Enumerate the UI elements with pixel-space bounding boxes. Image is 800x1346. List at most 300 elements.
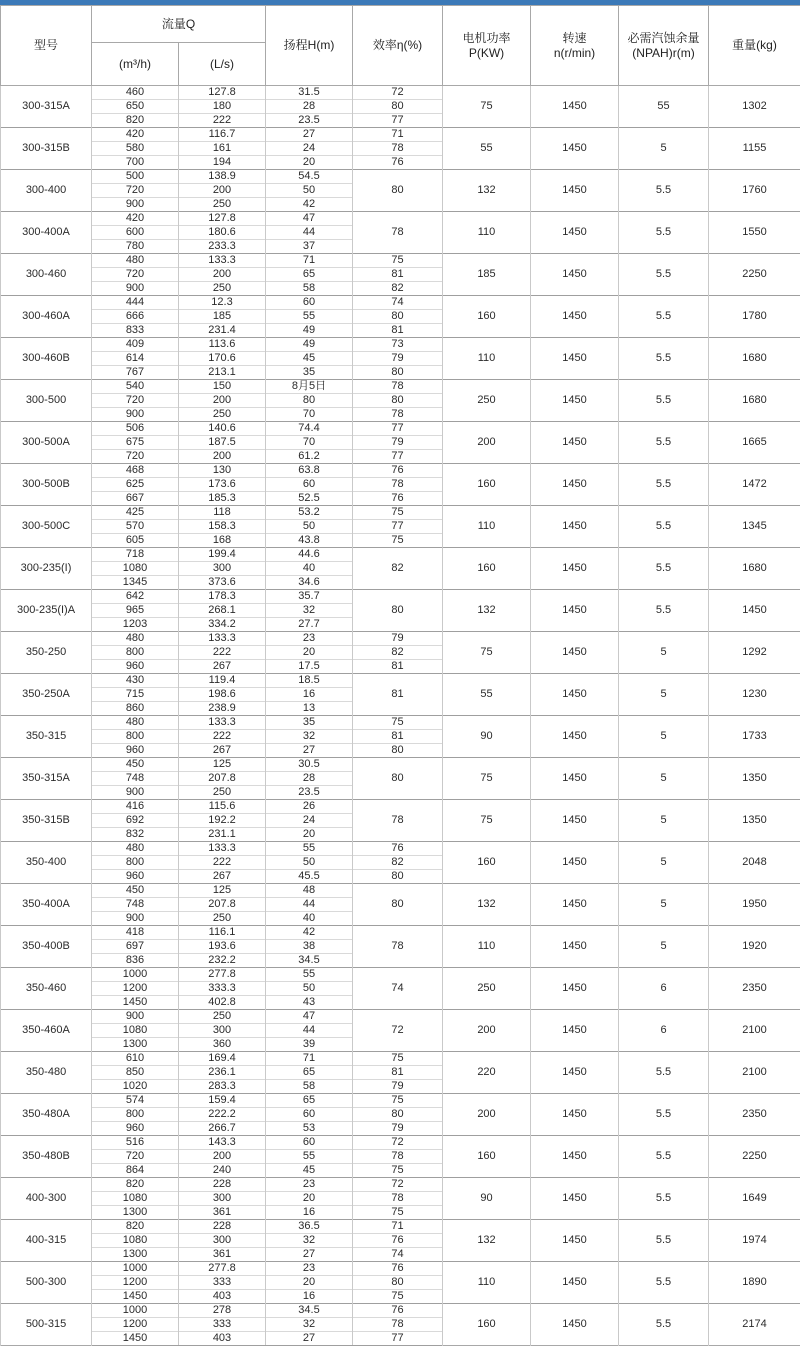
table-row [1, 842, 800, 856]
flow-ls-cell: 268.1 [179, 604, 266, 618]
flow-ls-cell: 187.5 [179, 436, 266, 450]
table-row [1, 716, 800, 730]
col-header-speed: 转速 n(r/min) [531, 6, 619, 86]
head-cell: 34.5 [266, 954, 353, 968]
power-cell: 90 [443, 1178, 531, 1220]
flow-ls-cell: 222 [179, 646, 266, 660]
head-cell: 28 [266, 772, 353, 786]
flow-m3h-cell: 748 [92, 772, 179, 786]
efficiency-cell: 78 [353, 478, 443, 492]
power-cell: 110 [443, 1262, 531, 1304]
efficiency-cell: 72 [353, 1010, 443, 1052]
flow-m3h-cell: 666 [92, 310, 179, 324]
flow-m3h-cell: 642 [92, 590, 179, 604]
flow-ls-cell: 125 [179, 884, 266, 898]
power-cell: 110 [443, 212, 531, 254]
model-cell: 350-460 [1, 968, 92, 1010]
head-cell: 42 [266, 926, 353, 940]
flow-ls-cell: 334.2 [179, 618, 266, 632]
flow-m3h-cell: 614 [92, 352, 179, 366]
head-cell: 31.5 [266, 86, 353, 100]
table-row [1, 884, 800, 898]
head-cell: 28 [266, 100, 353, 114]
head-cell: 45 [266, 352, 353, 366]
head-cell: 36.5 [266, 1220, 353, 1234]
pump-spec-table [0, 5, 800, 1346]
power-cell: 160 [443, 1304, 531, 1346]
npsh-cell: 5 [619, 128, 709, 170]
speed-cell: 1450 [531, 86, 619, 128]
model-cell: 300-460A [1, 296, 92, 338]
table-row [1, 1010, 800, 1024]
flow-ls-cell: 283.3 [179, 1080, 266, 1094]
head-cell: 60 [266, 478, 353, 492]
efficiency-cell: 79 [353, 632, 443, 646]
flow-ls-cell: 402.8 [179, 996, 266, 1010]
flow-ls-cell: 207.8 [179, 772, 266, 786]
npsh-cell: 55 [619, 86, 709, 128]
head-cell: 55 [266, 310, 353, 324]
head-cell: 52.5 [266, 492, 353, 506]
efficiency-cell: 75 [353, 716, 443, 730]
flow-ls-cell: 222.2 [179, 1108, 266, 1122]
flow-m3h-cell: 450 [92, 758, 179, 772]
power-cell: 160 [443, 548, 531, 590]
flow-ls-cell: 250 [179, 198, 266, 212]
efficiency-cell: 74 [353, 968, 443, 1010]
table-row [1, 170, 800, 184]
table-row [1, 212, 800, 226]
head-cell: 44 [266, 1024, 353, 1038]
head-cell: 55 [266, 968, 353, 982]
flow-ls-cell: 133.3 [179, 254, 266, 268]
npsh-cell: 5.5 [619, 380, 709, 422]
head-cell: 70 [266, 408, 353, 422]
flow-m3h-cell: 1020 [92, 1080, 179, 1094]
speed-cell: 1450 [531, 1304, 619, 1346]
efficiency-cell: 80 [353, 1276, 443, 1290]
weight-cell: 1680 [709, 548, 800, 590]
head-cell: 55 [266, 1150, 353, 1164]
npsh-cell: 5.5 [619, 338, 709, 380]
model-cell: 300-500 [1, 380, 92, 422]
head-cell: 71 [266, 1052, 353, 1066]
head-cell: 23.5 [266, 114, 353, 128]
head-cell: 40 [266, 562, 353, 576]
efficiency-cell: 72 [353, 86, 443, 100]
efficiency-cell: 81 [353, 730, 443, 744]
efficiency-cell: 82 [353, 548, 443, 590]
flow-m3h-cell: 900 [92, 786, 179, 800]
npsh-cell: 5.5 [619, 254, 709, 296]
col-header-flow-m3h: (m³/h) [92, 43, 179, 86]
head-cell: 30.5 [266, 758, 353, 772]
flow-ls-cell: 200 [179, 450, 266, 464]
weight-cell: 2350 [709, 968, 800, 1010]
speed-cell: 1450 [531, 548, 619, 590]
flow-m3h-cell: 748 [92, 898, 179, 912]
head-cell: 65 [266, 1066, 353, 1080]
table-row [1, 1052, 800, 1066]
efficiency-cell: 77 [353, 450, 443, 464]
model-cell: 500-300 [1, 1262, 92, 1304]
efficiency-cell: 78 [353, 1150, 443, 1164]
flow-ls-cell: 199.4 [179, 548, 266, 562]
model-cell: 300-500C [1, 506, 92, 548]
flow-ls-cell: 200 [179, 184, 266, 198]
head-cell: 58 [266, 1080, 353, 1094]
power-cell: 90 [443, 716, 531, 758]
weight-cell: 1760 [709, 170, 800, 212]
flow-m3h-cell: 960 [92, 870, 179, 884]
model-cell: 300-500A [1, 422, 92, 464]
head-cell: 20 [266, 646, 353, 660]
table-row [1, 968, 800, 982]
flow-m3h-cell: 1450 [92, 1290, 179, 1304]
head-cell: 16 [266, 1206, 353, 1220]
flow-m3h-cell: 697 [92, 940, 179, 954]
head-cell: 49 [266, 338, 353, 352]
head-cell: 50 [266, 184, 353, 198]
flow-ls-cell: 200 [179, 394, 266, 408]
efficiency-cell: 77 [353, 1332, 443, 1346]
flow-ls-cell: 159.4 [179, 1094, 266, 1108]
efficiency-cell: 73 [353, 338, 443, 352]
flow-m3h-cell: 900 [92, 198, 179, 212]
power-cell: 200 [443, 422, 531, 464]
speed-cell: 1450 [531, 338, 619, 380]
speed-cell: 1450 [531, 254, 619, 296]
flow-ls-cell: 116.1 [179, 926, 266, 940]
power-cell: 55 [443, 674, 531, 716]
flow-ls-cell: 228 [179, 1178, 266, 1192]
weight-cell: 1950 [709, 884, 800, 926]
npsh-cell: 5.5 [619, 422, 709, 464]
npsh-cell: 5 [619, 758, 709, 800]
efficiency-cell: 82 [353, 282, 443, 296]
speed-cell: 1450 [531, 212, 619, 254]
flow-ls-cell: 277.8 [179, 968, 266, 982]
head-cell: 50 [266, 856, 353, 870]
flow-m3h-cell: 540 [92, 380, 179, 394]
flow-m3h-cell: 418 [92, 926, 179, 940]
weight-cell: 2100 [709, 1010, 800, 1052]
flow-ls-cell: 127.8 [179, 86, 266, 100]
speed-cell: 1450 [531, 380, 619, 422]
power-cell: 200 [443, 1010, 531, 1052]
efficiency-cell: 76 [353, 464, 443, 478]
flow-ls-cell: 250 [179, 786, 266, 800]
flow-m3h-cell: 1000 [92, 1262, 179, 1276]
head-cell: 53.2 [266, 506, 353, 520]
efficiency-cell: 75 [353, 1164, 443, 1178]
flow-m3h-cell: 715 [92, 688, 179, 702]
model-cell: 350-460A [1, 1010, 92, 1052]
head-cell: 20 [266, 828, 353, 842]
flow-ls-cell: 360 [179, 1038, 266, 1052]
flow-m3h-cell: 800 [92, 730, 179, 744]
weight-cell: 2174 [709, 1304, 800, 1346]
head-cell: 48 [266, 884, 353, 898]
flow-ls-cell: 119.4 [179, 674, 266, 688]
flow-ls-cell: 143.3 [179, 1136, 266, 1150]
weight-cell: 2100 [709, 1052, 800, 1094]
weight-cell: 2350 [709, 1094, 800, 1136]
head-cell: 32 [266, 1318, 353, 1332]
flow-ls-cell: 194 [179, 156, 266, 170]
speed-cell: 1450 [531, 800, 619, 842]
flow-m3h-cell: 820 [92, 114, 179, 128]
col-header-head: 扬程H(m) [266, 6, 353, 86]
model-cell: 350-250 [1, 632, 92, 674]
flow-ls-cell: 127.8 [179, 212, 266, 226]
col-header-power: 电机功率 P(KW) [443, 6, 531, 86]
flow-ls-cell: 250 [179, 1010, 266, 1024]
weight-cell: 1292 [709, 632, 800, 674]
efficiency-cell: 71 [353, 1220, 443, 1234]
npsh-cell: 5.5 [619, 506, 709, 548]
npsh-cell: 5.5 [619, 212, 709, 254]
flow-ls-cell: 222 [179, 856, 266, 870]
table-row [1, 338, 800, 352]
power-cell: 200 [443, 1094, 531, 1136]
flow-ls-cell: 267 [179, 660, 266, 674]
weight-cell: 1345 [709, 506, 800, 548]
flow-ls-cell: 236.1 [179, 1066, 266, 1080]
head-cell: 26 [266, 800, 353, 814]
table-row [1, 254, 800, 268]
flow-ls-cell: 125 [179, 758, 266, 772]
efficiency-cell: 76 [353, 1304, 443, 1318]
npsh-cell: 5 [619, 632, 709, 674]
model-cell: 350-480B [1, 1136, 92, 1178]
head-cell: 44 [266, 898, 353, 912]
power-cell: 250 [443, 968, 531, 1010]
head-cell: 24 [266, 142, 353, 156]
flow-m3h-cell: 900 [92, 408, 179, 422]
flow-ls-cell: 138.9 [179, 170, 266, 184]
flow-m3h-cell: 416 [92, 800, 179, 814]
weight-cell: 1920 [709, 926, 800, 968]
flow-m3h-cell: 420 [92, 212, 179, 226]
head-cell: 20 [266, 156, 353, 170]
head-cell: 70 [266, 436, 353, 450]
speed-cell: 1450 [531, 1220, 619, 1262]
flow-ls-cell: 130 [179, 464, 266, 478]
head-cell: 44 [266, 226, 353, 240]
efficiency-cell: 79 [353, 1122, 443, 1136]
head-cell: 24 [266, 814, 353, 828]
flow-m3h-cell: 1203 [92, 618, 179, 632]
flow-m3h-cell: 430 [92, 674, 179, 688]
flow-m3h-cell: 960 [92, 660, 179, 674]
efficiency-cell: 75 [353, 1206, 443, 1220]
efficiency-cell: 81 [353, 674, 443, 716]
speed-cell: 1450 [531, 422, 619, 464]
efficiency-cell: 78 [353, 212, 443, 254]
flow-ls-cell: 192.2 [179, 814, 266, 828]
flow-m3h-cell: 965 [92, 604, 179, 618]
head-cell: 60 [266, 296, 353, 310]
speed-cell: 1450 [531, 884, 619, 926]
flow-ls-cell: 140.6 [179, 422, 266, 436]
flow-m3h-cell: 800 [92, 856, 179, 870]
efficiency-cell: 78 [353, 926, 443, 968]
flow-m3h-cell: 832 [92, 828, 179, 842]
weight-cell: 1450 [709, 590, 800, 632]
head-cell: 74.4 [266, 422, 353, 436]
flow-m3h-cell: 480 [92, 632, 179, 646]
model-cell: 300-400 [1, 170, 92, 212]
flow-ls-cell: 133.3 [179, 632, 266, 646]
efficiency-cell: 75 [353, 1052, 443, 1066]
speed-cell: 1450 [531, 590, 619, 632]
flow-ls-cell: 173.6 [179, 478, 266, 492]
flow-ls-cell: 168 [179, 534, 266, 548]
efficiency-cell: 80 [353, 870, 443, 884]
flow-ls-cell: 232.2 [179, 954, 266, 968]
head-cell: 8月5日 [266, 380, 353, 394]
power-cell: 160 [443, 296, 531, 338]
head-cell: 27 [266, 1332, 353, 1346]
table-row [1, 1094, 800, 1108]
table-row [1, 422, 800, 436]
flow-m3h-cell: 900 [92, 282, 179, 296]
speed-cell: 1450 [531, 464, 619, 506]
flow-ls-cell: 333.3 [179, 982, 266, 996]
model-cell: 300-400A [1, 212, 92, 254]
flow-ls-cell: 278 [179, 1304, 266, 1318]
flow-ls-cell: 158.3 [179, 520, 266, 534]
flow-ls-cell: 200 [179, 268, 266, 282]
head-cell: 65 [266, 268, 353, 282]
weight-cell: 1230 [709, 674, 800, 716]
efficiency-cell: 81 [353, 324, 443, 338]
flow-ls-cell: 115.6 [179, 800, 266, 814]
speed-cell: 1450 [531, 296, 619, 338]
model-cell: 350-400 [1, 842, 92, 884]
col-header-efficiency: 效率η(%) [353, 6, 443, 86]
head-cell: 49 [266, 324, 353, 338]
flow-m3h-cell: 667 [92, 492, 179, 506]
head-cell: 23.5 [266, 786, 353, 800]
efficiency-cell: 77 [353, 114, 443, 128]
flow-ls-cell: 150 [179, 380, 266, 394]
weight-cell: 1550 [709, 212, 800, 254]
model-cell: 400-315 [1, 1220, 92, 1262]
flow-ls-cell: 178.3 [179, 590, 266, 604]
flow-m3h-cell: 960 [92, 1122, 179, 1136]
flow-m3h-cell: 800 [92, 646, 179, 660]
table-row [1, 380, 800, 394]
power-cell: 160 [443, 464, 531, 506]
head-cell: 39 [266, 1038, 353, 1052]
power-cell: 132 [443, 884, 531, 926]
model-cell: 350-250A [1, 674, 92, 716]
power-cell: 132 [443, 1220, 531, 1262]
efficiency-cell: 78 [353, 1318, 443, 1332]
flow-ls-cell: 361 [179, 1248, 266, 1262]
efficiency-cell: 78 [353, 408, 443, 422]
flow-ls-cell: 361 [179, 1206, 266, 1220]
npsh-cell: 6 [619, 968, 709, 1010]
head-cell: 27 [266, 744, 353, 758]
head-cell: 43 [266, 996, 353, 1010]
efficiency-cell: 80 [353, 366, 443, 380]
flow-m3h-cell: 610 [92, 1052, 179, 1066]
efficiency-cell: 80 [353, 1108, 443, 1122]
weight-cell: 2250 [709, 254, 800, 296]
head-cell: 53 [266, 1122, 353, 1136]
speed-cell: 1450 [531, 926, 619, 968]
npsh-cell: 5.5 [619, 1304, 709, 1346]
flow-m3h-cell: 460 [92, 86, 179, 100]
head-cell: 27 [266, 128, 353, 142]
head-cell: 13 [266, 702, 353, 716]
npsh-cell: 5 [619, 800, 709, 842]
flow-ls-cell: 118 [179, 506, 266, 520]
flow-m3h-cell: 836 [92, 954, 179, 968]
flow-ls-cell: 231.1 [179, 828, 266, 842]
head-cell: 38 [266, 940, 353, 954]
flow-ls-cell: 231.4 [179, 324, 266, 338]
speed-cell: 1450 [531, 170, 619, 212]
head-cell: 32 [266, 1234, 353, 1248]
npsh-cell: 5.5 [619, 1136, 709, 1178]
npsh-cell: 5.5 [619, 296, 709, 338]
head-cell: 60 [266, 1136, 353, 1150]
flow-m3h-cell: 1300 [92, 1206, 179, 1220]
flow-m3h-cell: 468 [92, 464, 179, 478]
flow-m3h-cell: 506 [92, 422, 179, 436]
efficiency-cell: 80 [353, 590, 443, 632]
flow-m3h-cell: 409 [92, 338, 179, 352]
model-cell: 300-460 [1, 254, 92, 296]
flow-m3h-cell: 1200 [92, 982, 179, 996]
head-cell: 65 [266, 1094, 353, 1108]
speed-cell: 1450 [531, 506, 619, 548]
head-cell: 60 [266, 1108, 353, 1122]
flow-ls-cell: 403 [179, 1290, 266, 1304]
flow-m3h-cell: 1080 [92, 1234, 179, 1248]
table-row [1, 674, 800, 688]
flow-m3h-cell: 480 [92, 716, 179, 730]
flow-m3h-cell: 960 [92, 744, 179, 758]
model-cell: 350-315A [1, 758, 92, 800]
efficiency-cell: 80 [353, 100, 443, 114]
flow-m3h-cell: 450 [92, 884, 179, 898]
speed-cell: 1450 [531, 1010, 619, 1052]
weight-cell: 1680 [709, 338, 800, 380]
table-row [1, 86, 800, 100]
flow-ls-cell: 277.8 [179, 1262, 266, 1276]
flow-m3h-cell: 1200 [92, 1318, 179, 1332]
npsh-cell: 5.5 [619, 590, 709, 632]
speed-cell: 1450 [531, 632, 619, 674]
model-cell: 300-460B [1, 338, 92, 380]
efficiency-cell: 78 [353, 800, 443, 842]
col-header-flow: 流量Q [92, 6, 266, 43]
efficiency-cell: 80 [353, 310, 443, 324]
flow-m3h-cell: 820 [92, 1178, 179, 1192]
flow-m3h-cell: 444 [92, 296, 179, 310]
weight-cell: 1780 [709, 296, 800, 338]
col-header-model: 型号 [1, 6, 92, 86]
table-row [1, 1304, 800, 1318]
efficiency-cell: 76 [353, 492, 443, 506]
weight-cell: 2250 [709, 1136, 800, 1178]
efficiency-cell: 75 [353, 534, 443, 548]
